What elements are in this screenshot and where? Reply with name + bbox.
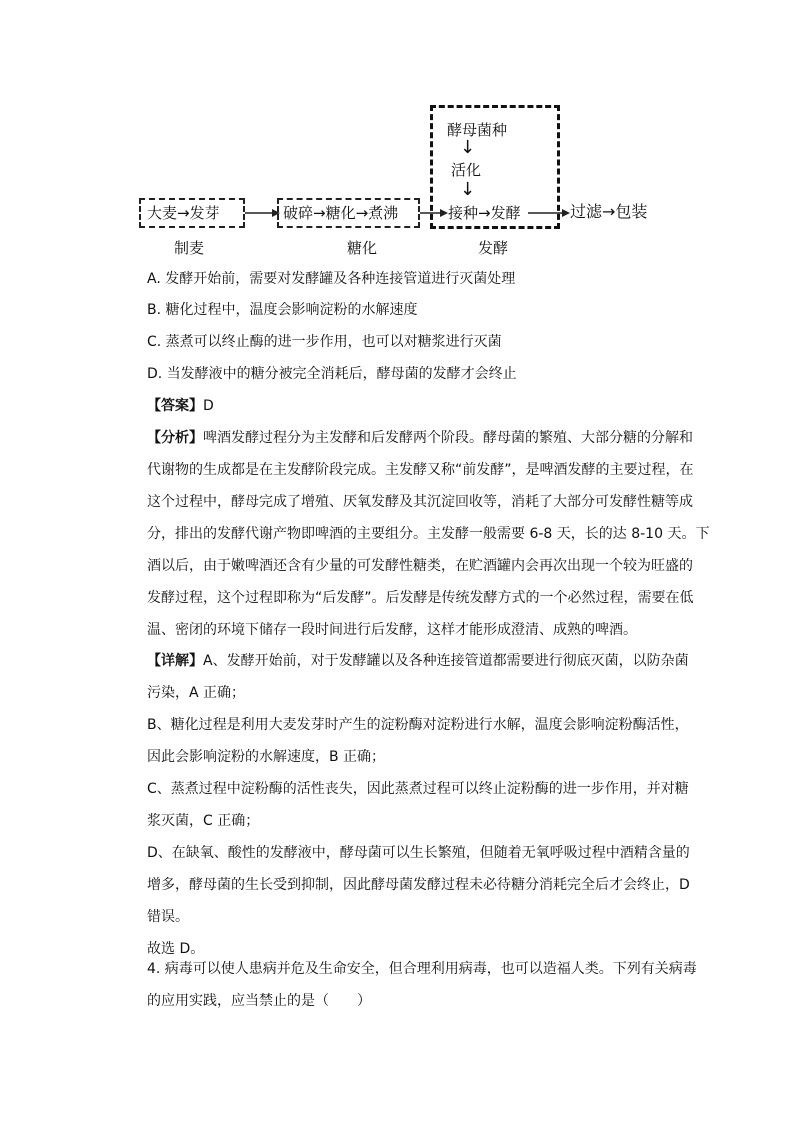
label-fermentation: 发酵	[478, 239, 509, 257]
question-4	[147, 953, 697, 1017]
label-malting: 制麦	[174, 239, 205, 257]
analysis-tag: 【分析】	[147, 430, 203, 446]
activation-text: 活化	[451, 161, 482, 179]
analysis-block	[147, 422, 710, 646]
option-c: C. 蒸煮可以终止酶的进一步作用，也可以对糖浆进行灭菌	[147, 334, 502, 350]
detail-line: 增多，酵母菌的生长受到抑制，因此酵母菌发酵过程未必待糖分消耗完全后才会终止，D	[147, 877, 690, 893]
option-a: A. 发酵开始前，需要对发酵罐及各种连接管道进行灭菌处理	[147, 271, 516, 287]
answer-tag: 【答案】	[147, 398, 203, 414]
malting-text: 大麦→发芽	[147, 204, 220, 222]
answer-line	[147, 396, 214, 416]
inoculation-text: 接种→发酵	[448, 204, 521, 222]
analysis-line: 这个过程中，酵母完成了增殖、厌氧发酵及其沉淀回收等，消耗了大部分可发酵性糖等成	[147, 494, 693, 510]
detail-line: 浆灭菌，C 正确；	[147, 813, 260, 829]
down-arrow-2: ↓	[460, 179, 476, 200]
analysis-line: 代谢物的生成都是在主发酵阶段完成。主发酵又称“前发酵”，是啤酒发酵的主要过程，在	[147, 462, 694, 478]
detail-line: 污染，A 正确；	[147, 685, 246, 701]
question-line: 4. 病毒可以使人患病并危及生命安全，但合理利用病毒，也可以造福人类。下列有关病毒	[147, 961, 697, 977]
filter-package-text: 过滤→包装	[570, 202, 648, 221]
detail-line: 【详解】A、发酵开始前，对于发酵罐以及各种连接管道都需要进行彻底灭菌，以防杂菌	[147, 653, 689, 669]
detail-line: 故选 D。	[147, 941, 205, 957]
detail-line: B、糖化过程是利用大麦发芽时产生的淀粉酶对淀粉进行水解，温度会影响淀粉酶活性，	[147, 717, 689, 733]
detail-line: 错误。	[147, 909, 189, 925]
down-arrow-1: ↓	[460, 137, 476, 158]
saccharification-text: 破碎→糖化→煮沸	[283, 204, 399, 222]
brewing-process-diagram	[0, 0, 794, 265]
analysis-line: 【分析】啤酒发酵过程分为主发酵和后发酵两个阶段。酵母菌的繁殖、大部分糖的分解和	[147, 430, 693, 446]
detail-line: D、在缺氧、酸性的发酵液中，酵母菌可以生长繁殖，但随着无氧呼吸过程中酒精含量的	[147, 845, 690, 861]
yeast-strain-text: 酵母菌种	[447, 121, 508, 139]
detail-line: C、蒸煮过程中淀粉酶的活性丧失，因此蒸煮过程可以终止淀粉酶的进一步作用，并对糖	[147, 781, 689, 797]
answer-value: D	[203, 398, 214, 414]
analysis-line: 发酵过程，这个过程即称为“后发酵”。后发酵是传统发酵方式的一个必然过程，需要在低	[147, 590, 694, 606]
detail-tag: 【详解】	[147, 653, 203, 669]
analysis-line: 分，排出的发酵代谢产物即啤酒的主要组分。主发酵一般需要 6-8 天，长的达 8-10 天。下	[147, 526, 710, 542]
label-saccharification: 糖化	[347, 239, 378, 257]
option-b: B. 糖化过程中，温度会影响淀粉的水解速度	[147, 302, 418, 318]
detail-block	[147, 645, 690, 965]
option-d: D. 当发酵液中的糖分被完全消耗后，酵母菌的发酵才会终止	[147, 366, 517, 382]
analysis-line: 温、密闭的环境下储存一段时间进行后发酵，这样才能形成澄清、成熟的啤酒。	[147, 622, 637, 638]
analysis-line: 酒以后，由于嫩啤酒还含有少量的可发酵性糖类，在贮酒罐内会再次出现一个较为旺盛的	[147, 558, 693, 574]
question-line: 的应用实践，应当禁止的是（ ）	[147, 993, 371, 1009]
detail-line: 因此会影响淀粉的水解速度，B 正确；	[147, 749, 386, 765]
